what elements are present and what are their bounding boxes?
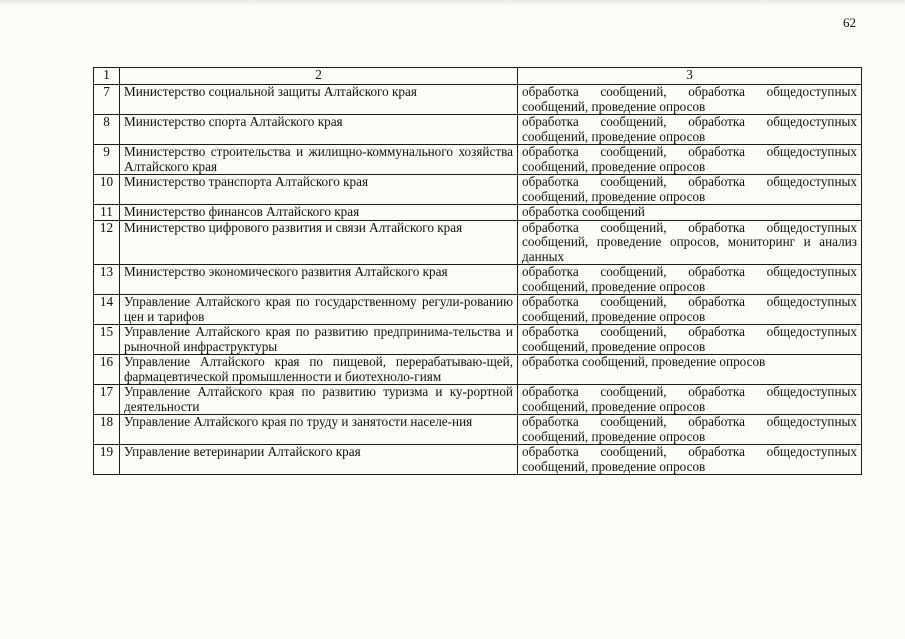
- table-row: [94, 415, 862, 445]
- scan-edge-shadow: [0, 0, 905, 6]
- row-number-cell: 18: [94, 415, 120, 445]
- functions-cell: обработка сообщений, обработка общедоступных сообщений, проведение опросов: [518, 145, 862, 175]
- table-row: [94, 205, 862, 221]
- functions-cell: обработка сообщений, обработка общедоступных сообщений, проведение опросов, мониторинг и анализ данных: [518, 220, 862, 265]
- row-number-cell: 14: [94, 295, 120, 325]
- column-header-2: 2: [120, 68, 518, 85]
- agency-name-cell: Министерство финансов Алтайского края: [120, 205, 518, 221]
- agencies-table: [93, 67, 862, 475]
- row-number-cell: 19: [94, 445, 120, 475]
- functions-cell: обработка сообщений, обработка общедоступных сообщений, проведение опросов: [518, 175, 862, 205]
- table-row: [94, 445, 862, 475]
- table-row: [94, 325, 862, 355]
- functions-cell: обработка сообщений, обработка общедоступных сообщений, проведение опросов: [518, 85, 862, 115]
- table-row: [94, 265, 862, 295]
- agency-name-cell: Управление Алтайского края по развитию туризма и ку-рортной деятельности: [120, 385, 518, 415]
- agency-name-cell: Управление ветеринарии Алтайского края: [120, 445, 518, 475]
- table-row: [94, 295, 862, 325]
- functions-cell: обработка сообщений: [518, 205, 862, 221]
- column-header-1: 1: [94, 68, 120, 85]
- table-row: [94, 175, 862, 205]
- functions-cell: обработка сообщений, обработка общедоступных сообщений, проведение опросов: [518, 115, 862, 145]
- agency-name-cell: Министерство строительства и жилищно-коммунального хозяйства Алтайского края: [120, 145, 518, 175]
- agency-name-cell: Министерство экономического развития Алтайского края: [120, 265, 518, 295]
- functions-cell: обработка сообщений, проведение опросов: [518, 355, 862, 385]
- row-number-cell: 16: [94, 355, 120, 385]
- functions-cell: обработка сообщений, обработка общедоступных сообщений, проведение опросов: [518, 325, 862, 355]
- table-row: [94, 85, 862, 115]
- agency-name-cell: Министерство социальной защиты Алтайского края: [120, 85, 518, 115]
- agency-name-cell: Министерство цифрового развития и связи Алтайского края: [120, 220, 518, 265]
- agency-name-cell: Министерство транспорта Алтайского края: [120, 175, 518, 205]
- row-number-cell: 12: [94, 220, 120, 265]
- functions-cell: обработка сообщений, обработка общедоступных сообщений, проведение опросов: [518, 445, 862, 475]
- table-row: [94, 355, 862, 385]
- functions-cell: обработка сообщений, обработка общедоступных сообщений, проведение опросов: [518, 295, 862, 325]
- table-row: [94, 115, 862, 145]
- functions-cell: обработка сообщений, обработка общедоступных сообщений, проведение опросов: [518, 265, 862, 295]
- agency-name-cell: Управление Алтайского края по государственному регули-рованию цен и тарифов: [120, 295, 518, 325]
- agency-name-cell: Министерство спорта Алтайского края: [120, 115, 518, 145]
- row-number-cell: 7: [94, 85, 120, 115]
- page-number: 62: [843, 15, 856, 30]
- agency-name-cell: Управление Алтайского края по развитию предпринима-тельства и рыночной инфраструктуры: [120, 325, 518, 355]
- row-number-cell: 8: [94, 115, 120, 145]
- table-body: [94, 85, 862, 475]
- row-number-cell: 11: [94, 205, 120, 221]
- agency-name-cell: Управление Алтайского края по пищевой, перерабатываю-щей, фармацевтической промышленности и биотехноло-гиям: [120, 355, 518, 385]
- row-number-cell: 13: [94, 265, 120, 295]
- row-number-cell: 15: [94, 325, 120, 355]
- table-row: [94, 145, 862, 175]
- agency-name-cell: Управление Алтайского края по труду и занятости населе-ния: [120, 415, 518, 445]
- functions-cell: обработка сообщений, обработка общедоступных сообщений, проведение опросов: [518, 385, 862, 415]
- column-header-3: 3: [518, 68, 862, 85]
- row-number-cell: 10: [94, 175, 120, 205]
- table-header-row: [94, 68, 862, 85]
- table-row: [94, 385, 862, 415]
- row-number-cell: 9: [94, 145, 120, 175]
- table-row: [94, 220, 862, 265]
- row-number-cell: 17: [94, 385, 120, 415]
- functions-cell: обработка сообщений, обработка общедоступных сообщений, проведение опросов: [518, 415, 862, 445]
